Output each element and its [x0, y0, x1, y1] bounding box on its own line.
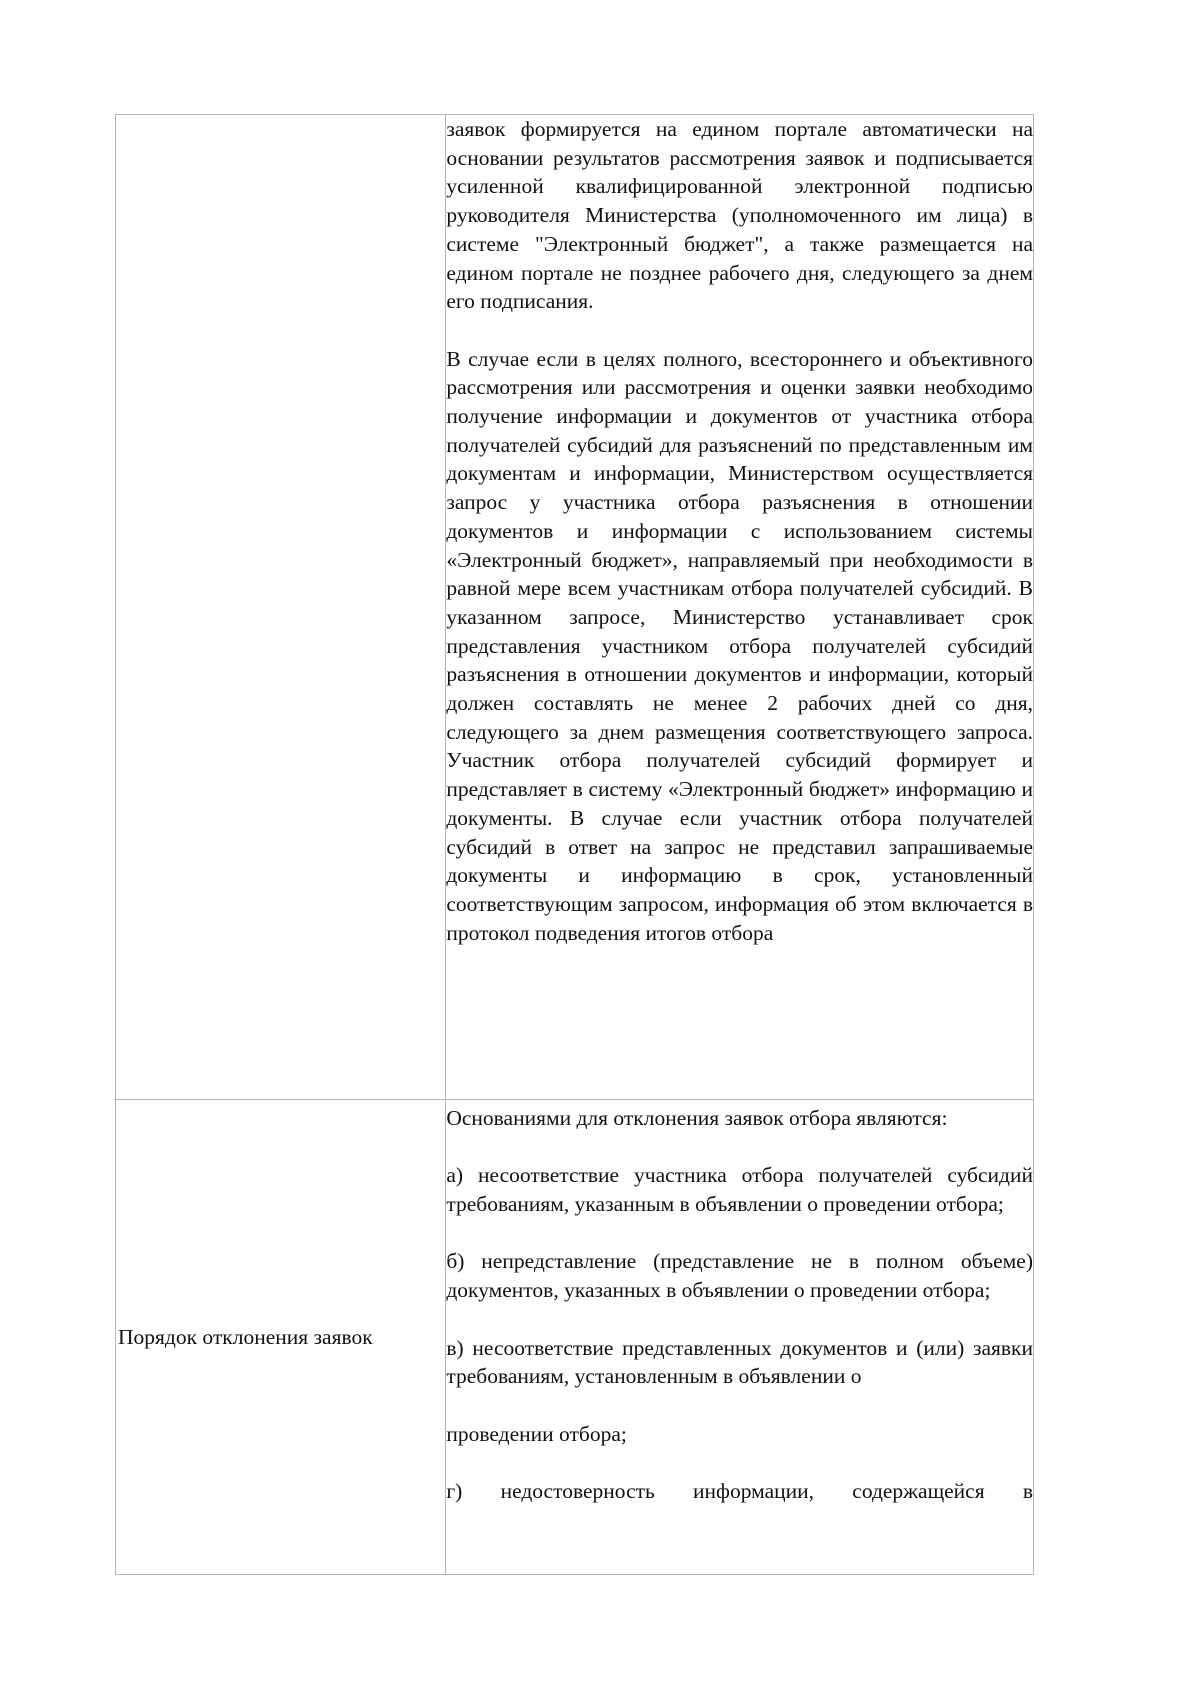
paragraph: б) непредставление (представление не в полном объеме) документов, указанных в объявлении о проведении отбора; [446, 1249, 1033, 1303]
row-label: Порядок отклонения заявок [118, 1324, 373, 1349]
paragraph: г) недостоверность информации, содержащейся в [446, 1479, 1033, 1504]
paragraph: проведении отбора; [446, 1421, 627, 1446]
paragraph: а) несоответствие участника отбора получателей субсидий требованиям, указанным в объявлении о проведении отбора; [446, 1163, 1033, 1217]
table-row [116, 1100, 1034, 1575]
paragraph: заявок формируется на едином портале автоматически на основании результатов рассмотрения заявок и подписывается усиленной квалифицированной электронной подписью руководителя Министерства (уполномоченного им лица) в системе "Электронный бюджет", а также размещается на едином портале не позднее рабочего дня, следующего за днем его подписания. [446, 117, 1033, 314]
row-label-cell [116, 1100, 446, 1575]
table-row [116, 115, 1034, 1100]
paragraph: в) несоответствие представленных документов и (или) заявки требованиям, установленным в объявлении о [446, 1335, 1033, 1389]
paragraph: Основаниями для отклонения заявок отбора являются: [446, 1106, 948, 1130]
document-table [115, 114, 1034, 1575]
row-content-cell [446, 115, 1034, 1100]
row-label-cell [116, 115, 446, 1100]
row-content-cell [446, 1100, 1034, 1575]
paragraph: В случае если в целях полного, всестороннего и объективного рассмотрения или рассмотрения и оценки заявки необходимо получение информации и документов от участника отбора получателей субсидий для разъяснений по представленным им документам и информации, Министерством осуществляется запрос у участника отбора разъяснения в отношении документов и информации с использованием системы «Электронный бюджет», направляемый при необходимости в равной мере всем участникам отбора получателей субсидий. В указанном запросе, Министерство устанавливает срок представления участником отбора получателей субсидий разъяснения в отношении документов и информации, который должен составлять не менее 2 рабочих дней со дня, следующего за днем размещения соответствующего запроса. Участник отбора получателей субсидий формирует и представляет в систему «Электронный бюджет» информацию и документы. В случае если участник отбора получателей субсидий в ответ на запрос не представил запрашиваемые документы и информацию в срок, установленный соответствующим запросом, информация об этом включается в протокол подведения итогов отбора [446, 346, 1033, 945]
